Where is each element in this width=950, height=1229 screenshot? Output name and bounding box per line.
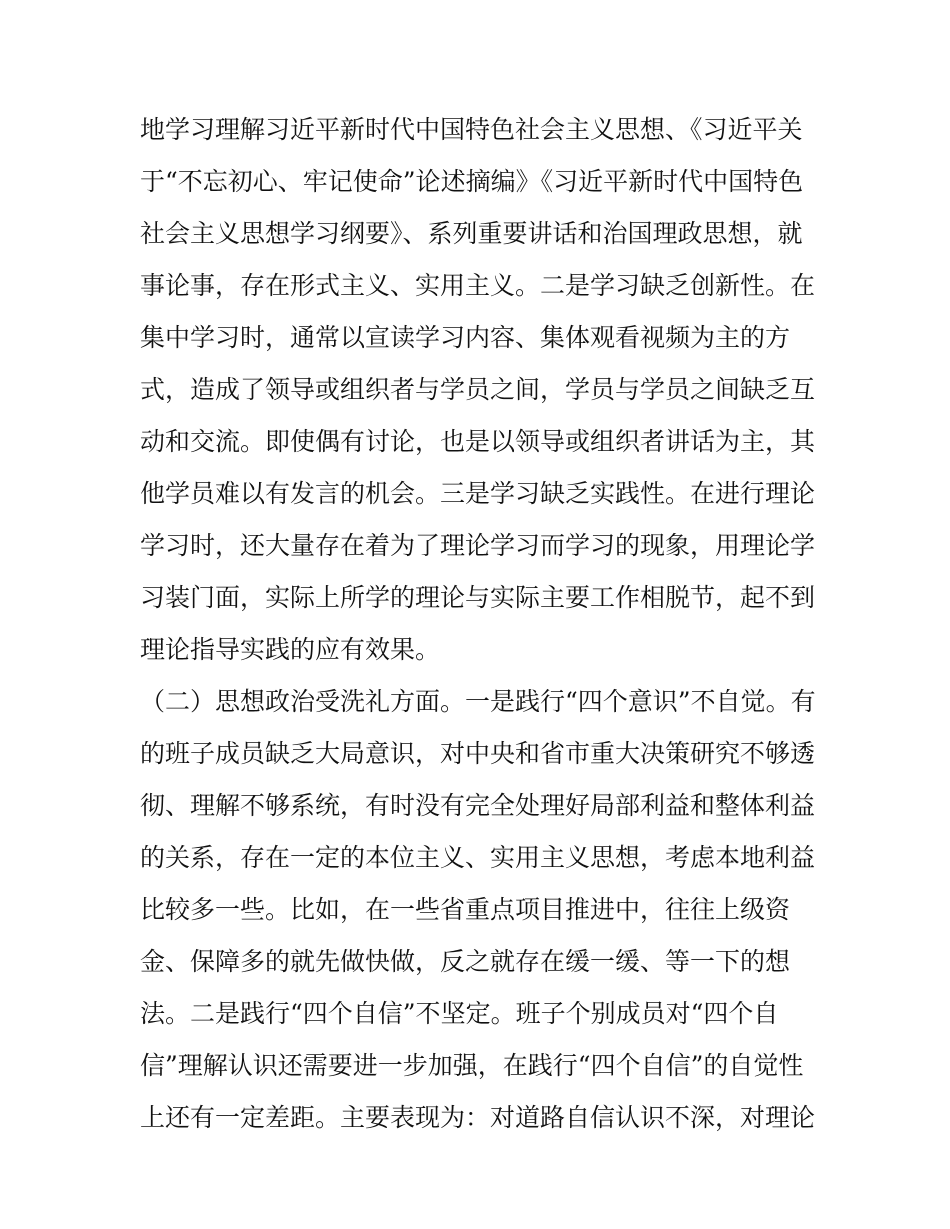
text-line: 社会主义思想学习纲要》、系列重要讲话和治国理政思想，就 (140, 219, 803, 248)
text-line: 式，造成了领导或组织者与学员之间，学员与学员之间缺乏互 (140, 375, 816, 404)
text-line: 习装门面，实际上所学的理论与实际主要工作相脱节，起不到 (140, 583, 816, 612)
text-line: 法。二是践行“四个自信”不坚定。班子个别成员对“四个自 (140, 999, 779, 1028)
text-line: 金、保障多的就先做快做，反之就存在缓一缓、等一下的想 (140, 947, 791, 976)
text-line: 比较多一些。比如，在一些省重点项目推进中，往往上级资 (140, 895, 791, 924)
text-line: 于“不忘初心、牢记使命”论述摘编》《习近平新时代中国特色 (140, 167, 804, 196)
text-line: 信”理解认识还需要进一步加强，在践行“四个自信”的自觉性 (140, 1051, 804, 1080)
text-line: 学习时，还大量存在着为了理论学习而学习的现象，用理论学 (140, 531, 816, 560)
section-heading-line: （二）思想政治受洗礼方面。一是践行“四个意识”不自觉。有 (140, 687, 816, 716)
text-line: 集中学习时，通常以宣读学习内容、集体观看视频为主的方 (140, 323, 791, 352)
text-line: 的关系，存在一定的本位主义、实用主义思想，考虑本地利益 (140, 843, 816, 872)
body-text (140, 104, 830, 1144)
text-line: 上还有一定差距。主要表现为：对道路自信认识不深，对理论 (140, 1103, 816, 1132)
text-line: 事论事，存在形式主义、实用主义。二是学习缺乏创新性。在 (140, 271, 816, 300)
text-line: 他学员难以有发言的机会。三是学习缺乏实践性。在进行理论 (140, 479, 816, 508)
text-line: 地学习理解习近平新时代中国特色社会主义思想、《习近平关 (140, 115, 803, 144)
text-line: 动和交流。即使偶有讨论，也是以领导或组织者讲话为主，其 (140, 427, 816, 456)
text-line: 理论指导实践的应有效果。 (140, 635, 441, 664)
text-line: 的班子成员缺乏大局意识，对中央和省市重大决策研究不够透 (140, 739, 816, 768)
text-line: 彻、理解不够系统，有时没有完全处理好局部利益和整体利益 (140, 791, 816, 820)
